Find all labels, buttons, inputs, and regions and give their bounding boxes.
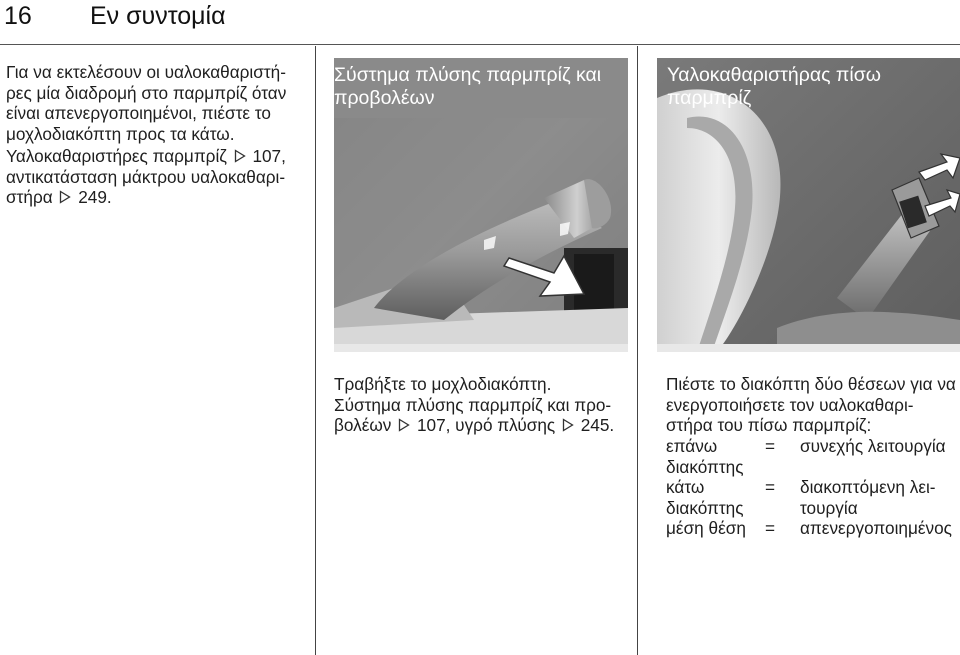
- chapter-title: Εν συντομία: [90, 2, 226, 30]
- position-name: κάτω διακόπτης: [666, 477, 744, 518]
- triangle-arrow-icon[interactable]: [398, 418, 410, 432]
- triangle-arrow-icon[interactable]: [562, 418, 574, 432]
- washer-stalk-photo: [334, 58, 628, 352]
- figure-title-washer-line1: Σύστημα πλύσης παρμπρίζ και: [334, 64, 602, 86]
- figure-title-rear-line2: παρμπρίζ: [667, 87, 752, 109]
- rear-wiper-caption: [666, 374, 960, 436]
- triangle-arrow-icon[interactable]: [234, 149, 246, 163]
- position-description: συνεχής λειτουργία: [800, 436, 946, 456]
- figure-title-washer: [334, 64, 601, 110]
- wiper-references-text: [6, 146, 306, 208]
- position-description: διακοπτόμενη λει- τουργία: [800, 477, 936, 518]
- switch-positions-table: [666, 436, 960, 539]
- caption-pull-stalk: Τραβήξτε το μοχλοδιακόπτη.: [334, 374, 552, 394]
- page-number: 16: [4, 2, 32, 30]
- caption-rear-line3: στήρα του πίσω παρμπρίζ:: [666, 415, 872, 435]
- position-name: μέση θέση: [666, 518, 746, 538]
- caption-washer-line2: Σύστημα πλύσης παρμπρίζ και προ-: [334, 394, 612, 415]
- ref-page-blade[interactable]: 249.: [78, 187, 112, 207]
- figure-title-rear-line1: Υαλοκαθαριστήρας πίσω: [667, 64, 881, 86]
- column-divider-1: [315, 46, 316, 655]
- wiper-single-stroke-text: Για να εκτελέσουν οι υαλοκαθαριστή- ρες μία διαδρομή στο παρμπρίζ όταν είναι απενεργοποιημένοι, πιέστε το μοχλοδιακόπτη προς τα κάτω.: [6, 62, 287, 144]
- rear-wiper-photo: [657, 58, 960, 352]
- ref-label-wipers: Υαλοκαθαριστήρες παρμπρίζ: [6, 146, 227, 166]
- column-divider-2: [637, 46, 638, 655]
- ref-page-fluid[interactable]: 245.: [580, 415, 615, 435]
- caption-rear-line2: ενεργοποιήσετε τον υαλοκαθαρι-: [666, 394, 914, 415]
- table-row: [666, 518, 960, 539]
- figure-title-rear-wiper: [667, 64, 881, 110]
- triangle-arrow-icon[interactable]: [59, 190, 71, 204]
- table-row: [666, 477, 960, 518]
- page-header: [0, 0, 960, 46]
- washer-caption: [334, 374, 634, 436]
- equals-sign: =: [765, 477, 776, 497]
- ref-label-blade: αντικατάσταση μάκτρου υαλοκαθαρι- στήρα: [6, 166, 286, 207]
- caption-washer-line3: [334, 415, 634, 436]
- header-rule: [0, 44, 960, 45]
- position-description: απενεργοποιημένος: [800, 518, 952, 538]
- ref-page-wipers[interactable]: 107,: [252, 146, 286, 166]
- caption-rear-line1: Πιέστε το διακόπτη δύο θέσεων για να: [666, 374, 956, 394]
- equals-sign: =: [765, 518, 776, 538]
- figure-title-washer-line2: προβολέων: [334, 87, 435, 109]
- caption-washer-line3-label: βολέων: [334, 415, 392, 435]
- table-row: [666, 436, 960, 477]
- ref-page-washer[interactable]: 107, υγρό πλύσης: [416, 415, 556, 435]
- equals-sign: =: [765, 436, 776, 456]
- position-name: επάνω διακόπτης: [666, 436, 744, 477]
